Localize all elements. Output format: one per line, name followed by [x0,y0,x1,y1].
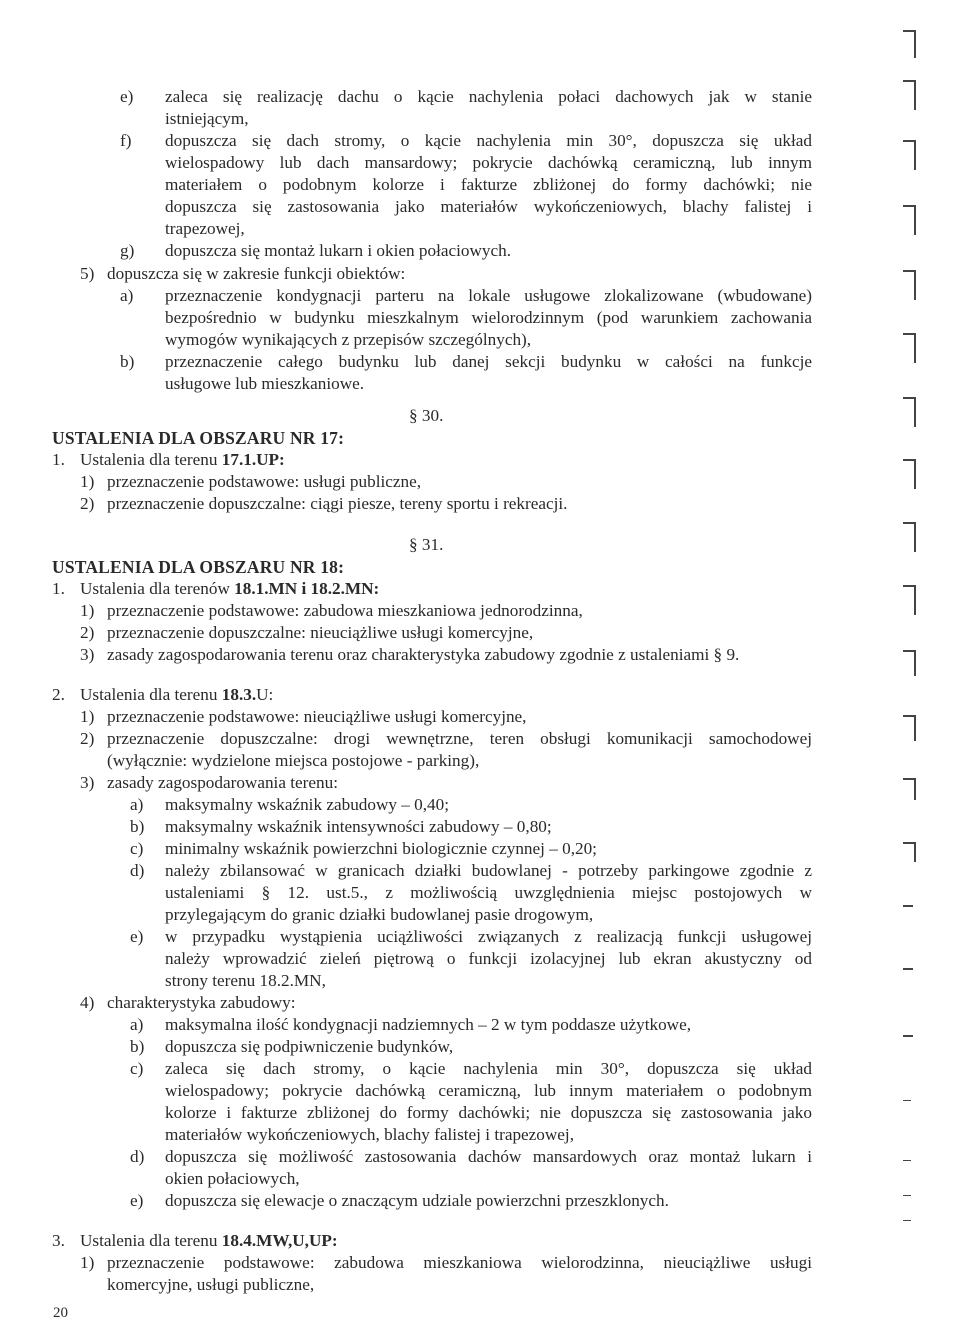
scan-mark [903,1220,911,1221]
scan-mark [914,715,916,741]
subsection-title [80,449,285,471]
list-marker: g) [120,241,135,260]
section-number: § 30. [409,406,444,425]
list-item-text: maksymalny wskaźnik zabudowy – 0,40; [165,795,450,814]
list-marker: b) [130,817,145,836]
list-marker: 2) [80,494,95,513]
list-marker: 1) [80,472,95,491]
scan-mark [914,585,916,615]
area-code-suffix: U: [256,685,274,704]
list-marker: 3) [80,773,95,792]
list-item-text: dopuszcza się w zakresie funkcji obiektów: [107,264,406,283]
list-item-text: maksymalna ilość kondygnacji nadziemnych – 2 w tym poddasze użytkowe, [165,1015,691,1034]
list-marker: 1. [52,579,65,598]
list-item-text: maksymalny wskaźnik intensywności zabudowy – 0,80; [165,817,552,836]
list-marker: 1. [52,450,65,469]
scan-mark [903,968,913,970]
scan-mark [903,905,913,907]
area-code: 17.1.UP: [221,450,285,469]
list-marker: 2. [52,685,65,704]
scan-mark [914,397,916,427]
scan-mark [914,842,916,862]
scan-mark [914,80,916,110]
scan-mark [903,1195,911,1196]
page-number: 20 [53,1305,68,1321]
scan-mark [903,1160,911,1161]
list-marker: b) [120,352,135,371]
list-marker: e) [130,927,144,946]
scan-mark [914,778,916,800]
list-marker: 5) [80,264,95,283]
list-marker: 1) [80,1253,95,1272]
list-marker: 1) [80,601,95,620]
list-item-text: minimalny wskaźnik powierzchni biologicznie czynnej – 0,20; [165,839,597,858]
list-marker: a) [130,795,144,814]
list-item-text: przeznaczenie całego budynku lub danej sekcji budynku w całości na funkcje [165,352,812,371]
list-item-text: kolorze i fakturze zbliżonej do formy dachówki; nie dopuszcza się zastosowania jako [165,1103,812,1122]
list-item-text: zaleca się dach stromy, o kącie nachylenia min 30°, dopuszcza się układ [165,1059,812,1078]
list-marker: 3) [80,645,95,664]
list-item-text: ustaleniami § 12. ust.5., z możliwością uwzględnienia miejsc postojowych w [165,883,812,902]
list-item-text: bezpośrednio w budynku mieszkalnym wielorodzinnym (pod warunkiem zachowania [165,308,812,327]
list-item-text: dopuszcza się dach stromy, o kącie nachylenia min 30°, dopuszcza się układ [165,131,812,150]
list-marker: e) [120,87,134,106]
list-item-text: wymogów wynikających z przepisów szczególnych), [165,330,532,349]
list-item-text: okien połaciowych, [165,1169,300,1188]
area-code: 18.3. [221,685,257,704]
list-item-text: wielospadowy; pokrycie dachówką ceramiczną, lub innym materiałem o podobnym [165,1081,812,1100]
list-item-text: trapezowej, [165,219,245,238]
list-item-text: zasady zagospodarowania terenu oraz charakterystyka zabudowy zgodnie z ustaleniami § 9. [107,645,740,664]
scan-mark [914,333,916,363]
list-item-text: przeznaczenie kondygnacji parteru na lokale usługowe zlokalizowane (wbudowane) [165,286,812,305]
list-item-text: przeznaczenie dopuszczalne: ciągi piesze, tereny sportu i rekreacji. [107,494,568,513]
scan-mark [903,1035,913,1037]
list-marker: e) [130,1191,144,1210]
list-item-text: materiałów wykończeniowych, blachy falistej i trapezowej, [165,1125,575,1144]
list-item-text: dopuszcza się podpiwniczenie budynków, [165,1037,454,1056]
subsection-title [80,1230,338,1252]
list-marker: d) [130,1147,145,1166]
list-marker: d) [130,861,145,880]
list-item-text: przylegającym do granic działki budowlanej pasie drogowym, [165,905,594,924]
list-item-text: dopuszcza się możliwość zastosowania dachów mansardowych oraz montaż lukarn i [165,1147,812,1166]
list-item-text: przeznaczenie podstawowe: zabudowa mieszkaniowa wielorodzinna, nieuciążliwe usługi [107,1253,812,1272]
subsection-title-text: Ustalenia dla terenu [80,685,222,704]
section-number: § 31. [409,535,444,554]
list-marker: c) [130,1059,144,1078]
list-item-text: materiałem o podobnym kolorze i fakturze zbliżonej do formy dachówki; nie [165,175,812,194]
scan-mark [914,459,916,489]
list-marker: a) [120,286,134,305]
list-marker: 2) [80,623,95,642]
section-heading: USTALENIA DLA OBSZARU NR 18: [52,557,345,577]
list-item-text: należy zbilansować w granicach działki budowlanej - potrzeby parkingowe zgodnie z [165,861,812,880]
scan-mark [914,522,916,552]
list-item-text: przeznaczenie podstawowe: zabudowa mieszkaniowa jednorodzinna, [107,601,583,620]
list-item-text: dopuszcza się montaż lukarn i okien połaciowych. [165,241,512,260]
list-item-text: przeznaczenie dopuszczalne: nieuciążliwe usługi komercyjne, [107,623,534,642]
list-marker: a) [130,1015,144,1034]
list-marker: 3. [52,1231,65,1250]
list-marker: 4) [80,993,95,1012]
scan-mark [914,270,916,300]
subsection-title-text: Ustalenia dla terenów [80,579,235,598]
area-code: 18.1.MN i 18.2.MN: [234,579,380,598]
list-item-text: wielospadowy lub dach mansardowy; pokrycie dachówką ceramiczną, lub innym [165,153,812,172]
list-item-text: usługowe lub mieszkaniowe. [165,374,365,393]
list-marker: 2) [80,729,95,748]
list-item-text: strony terenu 18.2.MN, [165,971,326,990]
scan-mark [914,30,916,58]
list-item-text: dopuszcza się elewacje o znaczącym udziale powierzchni przeszklonych. [165,1191,669,1210]
scan-mark [903,1100,911,1101]
list-item-text: charakterystyka zabudowy: [107,993,296,1012]
list-item-text: (wyłącznie: wydzielone miejsca postojowe - parking), [107,751,480,770]
list-marker: f) [120,131,132,150]
list-item-text: przeznaczenie dopuszczalne: drogi wewnętrzne, teren obsługi komunikacji samochodowej [107,729,812,748]
subsection-title-text: Ustalenia dla terenu [80,1231,222,1250]
list-item-text: w przypadku wystąpienia uciążliwości związanych z realizacją funkcji usługowej [165,927,812,946]
list-item-text: należy wprowadzić zieleń piętrową o funkcji izolacyjnej lub ekran akustyczny od [165,949,812,968]
list-item-text: przeznaczenie podstawowe: nieuciążliwe usługi komercyjne, [107,707,527,726]
list-item-text: zasady zagospodarowania terenu: [107,773,338,792]
subsection-title-text: Ustalenia dla terenu [80,450,222,469]
list-item-text: przeznaczenie podstawowe: usługi publiczne, [107,472,422,491]
section-heading: USTALENIA DLA OBSZARU NR 17: [52,428,345,448]
list-item-text: zaleca się realizację dachu o kącie nachylenia połaci dachowych jak w stanie [165,87,812,106]
list-item-text: istniejącym, [165,109,249,128]
list-marker: c) [130,839,144,858]
list-marker: b) [130,1037,145,1056]
subsection-title [80,684,273,706]
subsection-title [80,578,379,600]
list-marker: 1) [80,707,95,726]
area-code: 18.4.MW,U,UP: [221,1231,338,1250]
scan-mark [914,205,916,235]
list-item-text: dopuszcza się zastosowania jako materiałów wykończeniowych, blachy falistej i [165,197,812,216]
scan-mark [914,140,916,170]
list-item-text: komercyjne, usługi publiczne, [107,1275,315,1294]
scan-mark [914,650,916,676]
